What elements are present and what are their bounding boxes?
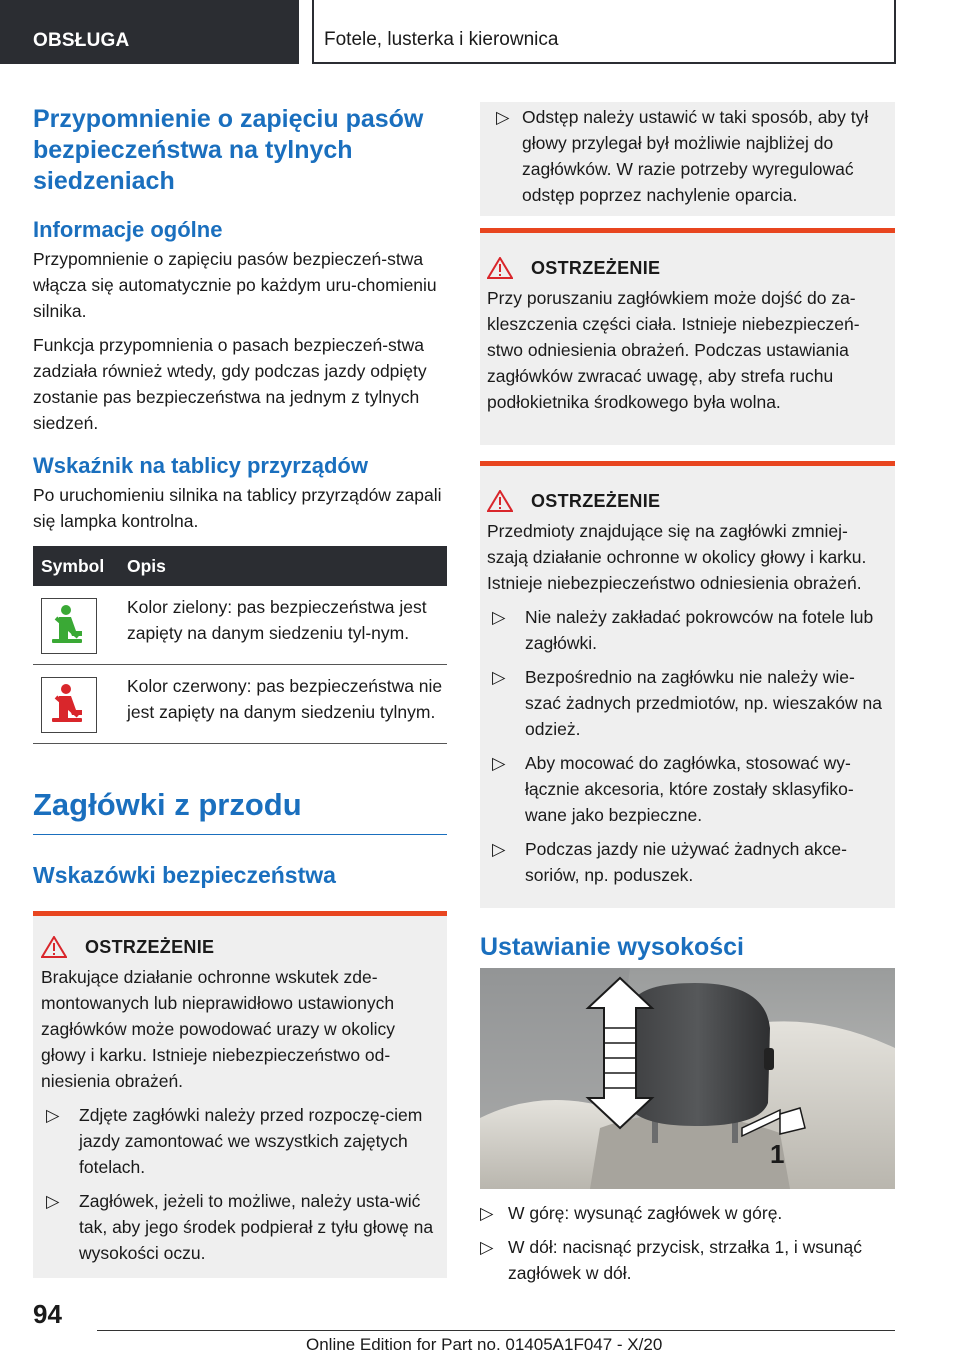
list-item: ▷ Bezpośrednio na zagłówku nie należy wie-szać żadnych przedmiotów, np. wieszaków na odzież. <box>487 664 885 742</box>
triangle-bullet-icon: ▷ <box>492 667 506 687</box>
paragraph-general-2: Funkcja przypomnienia o pasach bezpieczeń-stwa zadziała również wtedy, gdy podczas jazdy odpięty zostanie pas bezpieczeństwa na jednym z tylnych siedzeń. <box>33 335 427 433</box>
table-cell-description: Kolor zielony: pas bezpieczeństwa jest zapięty na danym siedzeniu tyl-nym. <box>127 586 447 665</box>
list-item: ▷ W górę: wysunąć zagłówek w górę. <box>480 1200 895 1226</box>
list-item: ▷ Zagłówek, jeżeli to możliwe, należy usta-wić tak, aby jego środek podpierał z tyłu głowę na wysokości oczu. <box>41 1188 435 1266</box>
list-item: ▷ Aby mocować do zagłówka, stosować wy-łącznie akcesoria, które zostały sklasyfiko-wane jako bezpieczne. <box>487 750 885 828</box>
headrest-photo <box>480 968 895 1189</box>
chapter-title: Fotele, lusterka i kierownica <box>324 29 559 50</box>
photo-callout-number: 1 <box>770 1139 785 1169</box>
warning-title: OSTRZEŻENIE <box>487 257 885 279</box>
green-seatbelt-icon <box>41 598 97 654</box>
note-box <box>480 102 895 216</box>
heading-safety-notes: Wskazówki bezpieczeństwa <box>33 862 336 888</box>
warning-triangle-icon <box>41 936 67 958</box>
warning-text: Przedmioty znajdujące się na zagłówki zmniej-szają działanie ochronne w okolicy głowy i karku. Istnieje niebezpieczeństwo odniesienia obrażeń. <box>487 521 867 593</box>
warning-box-3 <box>480 461 895 908</box>
table-row <box>33 586 447 665</box>
warning-box-1 <box>33 911 447 1278</box>
footer-edition: Online Edition for Part no. 01405A1F047 - X/20 <box>306 1335 663 1354</box>
triangle-bullet-icon: ▷ <box>46 1191 60 1211</box>
triangle-bullet-icon: ▷ <box>480 1237 494 1257</box>
section-title: OBSŁUGA <box>33 30 130 51</box>
page-number: 94 <box>33 1299 62 1329</box>
warning-title: OSTRZEŻENIE <box>41 936 435 958</box>
paragraph-indicator: Po uruchomieniu silnika na tablicy przyrządów zapali się lampka kontrolna. <box>33 485 442 531</box>
section-tab <box>0 0 299 64</box>
red-seatbelt-icon <box>41 677 97 733</box>
heading-front-headrests: Zagłówki z przodu <box>33 786 447 835</box>
warning-text: Przy poruszaniu zagłówkiem może dojść do za-kleszczenia części ciała. Istnieje niebezpieczeń-stwo odniesienia obrażeń. Podczas ustawiania zagłówków zwracać uwagę, aby strefa ruchu podłokietnika środkowego była wolna. <box>487 288 860 412</box>
heading-general-info: Informacje ogólne <box>33 217 223 242</box>
triangle-bullet-icon: ▷ <box>496 107 510 127</box>
heading-indicator: Wskaźnik na tablicy przyrządów <box>33 453 368 478</box>
triangle-bullet-icon: ▷ <box>46 1105 60 1125</box>
triangle-bullet-icon: ▷ <box>480 1203 494 1223</box>
chapter-header <box>312 0 896 64</box>
right-column <box>480 102 895 962</box>
warning-text: Brakujące działanie ochronne wskutek zde-montowanych lub nieprawidłowo ustawionych zagłówków może powodować urazy w okolicy głowy i karku. Istnieje niebezpieczeństwo od-niesienia obrażeń. <box>41 967 396 1091</box>
table-header-description: Opis <box>127 546 447 586</box>
table-row <box>33 665 447 744</box>
list-item: ▷ Nie należy zakładać pokrowców na fotele lub zagłówki. <box>487 604 885 656</box>
warning-triangle-icon <box>487 257 513 279</box>
table-header-symbol: Symbol <box>33 546 127 586</box>
heading-height-adjust: Ustawianie wysokości <box>480 933 745 961</box>
symbol-table <box>33 546 447 744</box>
footer-divider <box>97 1330 895 1331</box>
height-bullets <box>480 1200 895 1286</box>
warning-title: OSTRZEŻENIE <box>487 490 885 512</box>
warning-triangle-icon <box>487 490 513 512</box>
left-column <box>33 100 447 1278</box>
triangle-bullet-icon: ▷ <box>492 839 506 859</box>
list-item: ▷ W dół: nacisnąć przycisk, strzałka 1, i wsunąć zagłówek w dół. <box>480 1234 895 1286</box>
list-item: ▷ Podczas jazdy nie używać żadnych akce-soriów, np. poduszek. <box>487 836 885 888</box>
heading-belt-reminder: Przypomnienie o zapięciu pasów bezpieczeństwa na tylnych siedzeniach <box>33 105 424 195</box>
triangle-bullet-icon: ▷ <box>492 753 506 773</box>
triangle-bullet-icon: ▷ <box>492 607 506 627</box>
warning-box-2 <box>480 228 895 445</box>
table-cell-description: Kolor czerwony: pas bezpieczeństwa nie jest zapięty na danym siedzeniu tylnym. <box>127 665 447 744</box>
list-item: ▷ Odstęp należy ustawić w taki sposób, aby tył głowy przylegał był możliwie najbliżej do zagłówków. W razie potrzeby wyregulować odstęp poprzez nachylenie oparcia. <box>480 104 885 208</box>
table-header-row <box>33 546 447 586</box>
list-item: ▷ Zdjęte zagłówki należy przed rozpoczę-ciem jazdy zamontować we wszystkich zajętych fotelach. <box>41 1102 435 1180</box>
paragraph-general-1: Przypomnienie o zapięciu pasów bezpieczeń-stwa włącza się automatycznie po każdym uru-chomieniu silnika. <box>33 249 437 321</box>
